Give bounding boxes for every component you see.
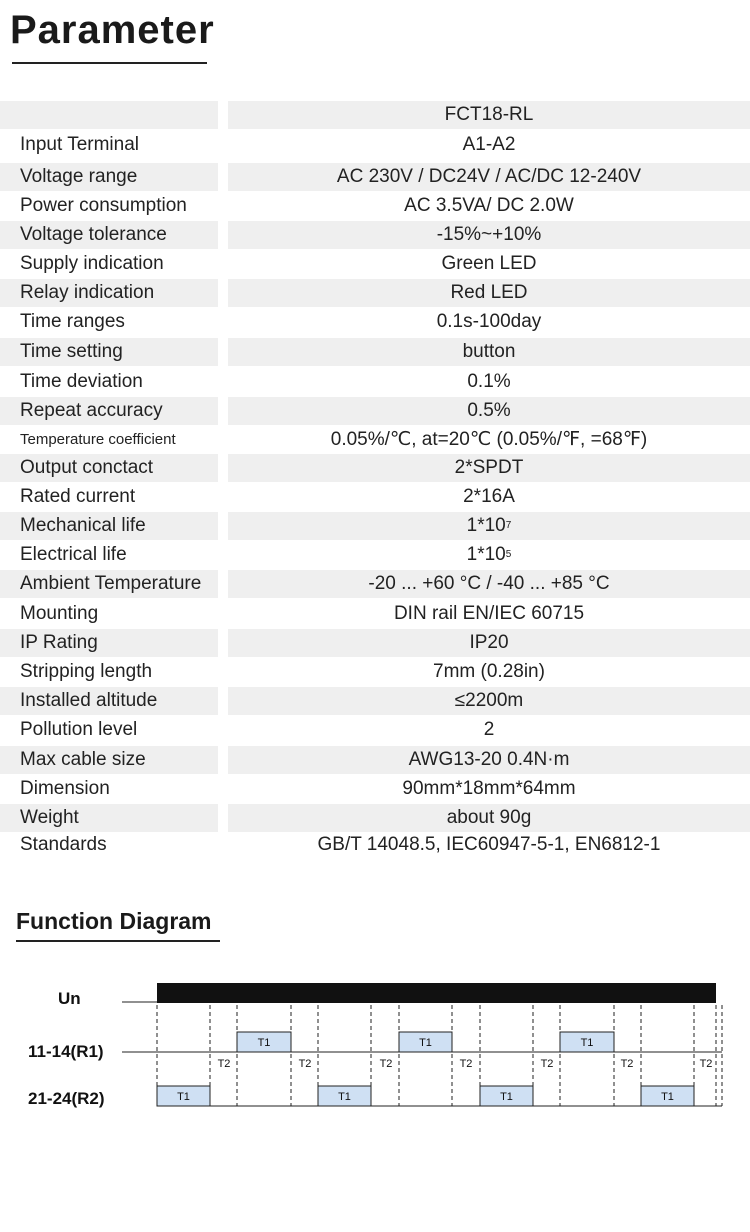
- t2-label: T2: [217, 1058, 231, 1070]
- param-value: -20 ... +60 °C / -40 ... +85 °C: [368, 573, 610, 594]
- param-value: GB/T 14048.5, IEC60947-5-1, EN6812-1: [317, 834, 661, 855]
- param-label: Stripping length: [20, 661, 153, 682]
- param-label: Temperature coefficient: [20, 430, 176, 448]
- t2-label: T2: [620, 1058, 634, 1070]
- param-value: 1*10 7: [466, 515, 512, 536]
- param-label: Repeat accuracy: [20, 400, 163, 421]
- param-label: IP Rating: [20, 632, 98, 653]
- t2-label: T2: [699, 1058, 713, 1070]
- table-row: [0, 512, 750, 540]
- table-row: [0, 338, 750, 366]
- param-value: 7mm (0.28in): [433, 661, 545, 682]
- t1-label: T1: [257, 1037, 271, 1049]
- param-label: Standards: [20, 834, 107, 855]
- param-value: 1*10 5: [466, 544, 512, 565]
- param-value: button: [462, 341, 516, 362]
- table-row: [0, 570, 750, 598]
- param-value: 0.1s-100day: [436, 311, 542, 332]
- t2-label: T2: [298, 1058, 312, 1070]
- param-label: Max cable size: [20, 749, 146, 770]
- table-row: [0, 454, 750, 482]
- param-label: Rated current: [20, 486, 136, 507]
- table-row: [0, 308, 750, 336]
- function-diagram-underline: [16, 940, 220, 942]
- param-label: Time setting: [20, 341, 123, 362]
- label-cell: [0, 101, 218, 129]
- param-value: ≤2200m: [454, 690, 524, 711]
- t2-label: T2: [459, 1058, 473, 1070]
- param-value: IP20: [469, 632, 509, 653]
- param-label: Dimension: [20, 778, 110, 799]
- param-label: Installed altitude: [20, 690, 158, 711]
- param-label: Input Terminal: [20, 134, 139, 155]
- un-label: Un: [58, 989, 81, 1008]
- table-row: [0, 250, 750, 278]
- param-label: Mechanical life: [20, 515, 146, 536]
- table-row: [0, 831, 750, 859]
- param-value: 2: [483, 719, 495, 740]
- table-header-row: [0, 101, 750, 129]
- table-row: [0, 163, 750, 191]
- param-label: Pollution level: [20, 719, 138, 740]
- function-diagram-title: Function Diagram: [16, 908, 212, 934]
- title-underline: [12, 62, 207, 64]
- table-row: [0, 775, 750, 803]
- param-value: 0.5%: [467, 400, 511, 421]
- param-label: Relay indication: [20, 282, 155, 303]
- model-name: FCT18-RL: [444, 104, 534, 125]
- table-row: [0, 279, 750, 307]
- param-value: AC 3.5VA/ DC 2.0W: [404, 195, 574, 216]
- param-value: about 90g: [446, 807, 532, 828]
- param-value: AWG13-20 0.4N·m: [408, 749, 570, 770]
- table-row: [0, 221, 750, 249]
- t1-label: T1: [338, 1091, 351, 1103]
- param-value: 2*SPDT: [454, 457, 524, 478]
- param-value: 0.1%: [467, 371, 511, 392]
- param-value: 0.05%/℃, at=20℃ (0.05%/℉, =68℉): [330, 428, 648, 450]
- t1-label: T1: [177, 1091, 190, 1103]
- t1-label: T1: [580, 1037, 594, 1049]
- param-label: Voltage tolerance: [20, 224, 167, 245]
- param-value: 2*16A: [463, 486, 515, 507]
- param-value: A1-A2: [462, 134, 516, 155]
- t1-label: T1: [419, 1037, 432, 1049]
- table-row: [0, 397, 750, 425]
- param-value: Green LED: [441, 253, 537, 274]
- table-row: [0, 746, 750, 774]
- table-row: [0, 716, 750, 744]
- t1-label: T1: [661, 1091, 674, 1103]
- table-row: [0, 804, 750, 832]
- param-value: Red LED: [450, 282, 528, 303]
- table-row: [0, 541, 750, 569]
- param-value: -15%~+10%: [436, 224, 542, 245]
- param-label: Time ranges: [20, 311, 125, 332]
- param-label: Output conctact: [20, 457, 154, 478]
- table-row: [0, 629, 750, 657]
- param-label: Time deviation: [20, 371, 143, 392]
- table-row: [0, 600, 750, 628]
- page-title: Parameter: [10, 8, 215, 52]
- t1-label: T1: [500, 1091, 513, 1103]
- param-label: Power consumption: [20, 195, 187, 216]
- table-row: [0, 368, 750, 396]
- param-value: AC 230V / DC24V / AC/DC 12-240V: [336, 166, 642, 187]
- param-label: Voltage range: [20, 166, 138, 187]
- un-bar: [157, 983, 716, 1003]
- param-label: Weight: [20, 807, 79, 828]
- table-row: [0, 658, 750, 686]
- t2-label: T2: [379, 1058, 393, 1070]
- param-label: Ambient Temperature: [20, 573, 202, 594]
- table-row: [0, 687, 750, 715]
- r2-label: 21-24(R2): [28, 1089, 105, 1108]
- table-row: [0, 425, 750, 453]
- table-row: [0, 483, 750, 511]
- function-diagram: [0, 960, 750, 1130]
- table-row: [0, 192, 750, 220]
- param-label: Supply indication: [20, 253, 164, 274]
- param-label: Mounting: [20, 603, 99, 624]
- param-value: DIN rail EN/IEC 60715: [393, 603, 585, 624]
- r1-label: 11-14(R1): [28, 1042, 104, 1061]
- param-label: Electrical life: [20, 544, 127, 565]
- param-value: 90mm*18mm*64mm: [402, 778, 576, 799]
- table-row: [0, 131, 750, 159]
- t2-label: T2: [540, 1058, 554, 1070]
